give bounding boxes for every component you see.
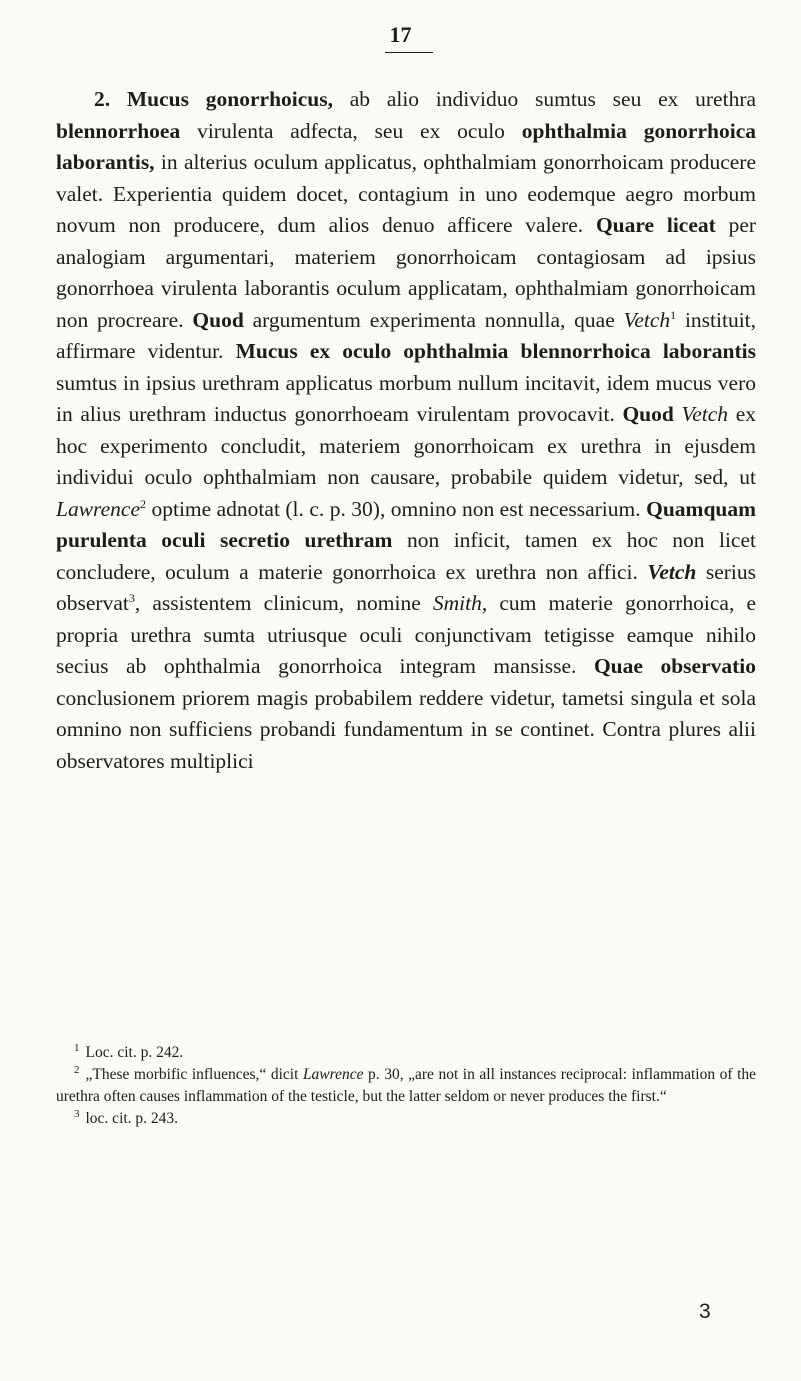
footnote-text: p. 30, „are not in all instances reciprocal: inflammation of the urethra often causes inflammation of the testicle, but the latter seldom or never produces the first.“ (56, 1066, 757, 1105)
text-segment: ab alio individuo sumtus seu ex urethra (349, 87, 757, 111)
text-segment: , assistentem clinicum, nomine (134, 591, 421, 615)
text-segment: serius observat (56, 559, 757, 615)
sheet-number: 3 (699, 1300, 711, 1323)
text-segment: ophthalmia (521, 118, 627, 143)
text-segment: optime adnotat (l. c. p. 30), omnino non est necessarium. (151, 496, 641, 521)
text-segment: conclusionem priorem magis probabilem reddere videtur, tametsi singula et sola omnino non sufficiens probandi fundamentum in se continet. Contra plures alii observatores multiplici (56, 685, 756, 773)
text-segment: Mucus ex oculo ophthalmia blennorrhoica laborantis (235, 339, 757, 363)
text-segment: Quod (192, 307, 244, 332)
text-segment: virulenta adfecta, seu ex oculo (197, 118, 505, 143)
text-segment: Quae observatio (593, 654, 756, 678)
footnote-marker: 1 (74, 1041, 80, 1054)
footnote-1 (56, 1042, 756, 1064)
text-segment: per (728, 213, 757, 237)
author-name: Smith (432, 591, 482, 615)
footnotes (56, 1042, 756, 1130)
text-segment: Mucus (126, 87, 190, 111)
footnote-ref[interactable]: 2 (140, 496, 146, 511)
author-name: Vetch (647, 559, 697, 584)
text-segment: Quare liceat (595, 213, 716, 237)
footnote-2 (56, 1064, 756, 1108)
paragraph-number: 2. (94, 87, 111, 111)
text-segment: Quamquam purulenta oculi secretio urethram (56, 496, 757, 552)
text-segment: ex hoc experimento concludit, materiem gonorrhoicam ex urethra in ejusdem individui oculo ophthalmiam non causare, probabile quidem videtur, sed, ut (56, 402, 757, 489)
text-segment: non inficit, tamen ex hoc non licet concludere, oculum a materie gonorrhoica ex urethra non affici. (56, 528, 756, 584)
footnote-text: Loc. cit. p. 242. (85, 1044, 184, 1061)
text-segment: Quod (622, 402, 674, 426)
footnote-3 (56, 1108, 756, 1130)
footnote-marker: 2 (74, 1063, 80, 1076)
footnote-marker: 3 (74, 1107, 80, 1120)
text-segment: in alterius oculum applicatus, ophthalmiam gonorrhoicam producere valet. Experientia quidem docet, contagium in uno eodemque aegro morbum novum non producere, dum alios denuo afficere valere. (56, 150, 756, 237)
footnote-ref[interactable]: 3 (128, 590, 135, 605)
author-name: Vetch (623, 307, 671, 332)
header-rule (385, 52, 433, 53)
text-segment: laborantis, (56, 150, 155, 174)
text-segment: analogiam argumentari, materiem gonorrhoicam contagiosam ad ipsius gonorrhoea virulenta laborantis oculum applicatam, ophthalmiam gonorrhoicam non procreare. (56, 244, 756, 332)
footnote-text: loc. cit. p. 243. (85, 1110, 179, 1127)
footnote-ref[interactable]: 1 (670, 307, 677, 322)
footnote-text: „These morbific influences,“ dicit (85, 1066, 299, 1083)
text-segment: argumentum experimenta nonnulla, quae (252, 307, 615, 332)
page-number: 17 (389, 22, 412, 47)
author-name: Vetch (681, 402, 729, 426)
text-segment: blennorrhoea (56, 118, 181, 143)
author-name: Lawrence (302, 1066, 364, 1083)
text-segment: , cum materie gonorrhoica, e propria urethra sumta utriusque oculi conjunctivam tetigisse eamque nihilo secius ab ophthalmia gonorrhoica integram mansisse. (56, 591, 756, 678)
text-segment: gonorrhoicus, (205, 87, 333, 111)
text-segment: gonorrhoica (643, 118, 756, 143)
main-paragraph (56, 84, 756, 777)
text-segment: sumtus in ipsius urethram applicatus morbum nullum incitavit, idem mucus vero in alius urethram inductus gonorrhoeam virulentam provocavit. (56, 370, 756, 426)
text-segment: instituit, affirmare videntur. (56, 307, 757, 363)
author-name: Lawrence (56, 496, 140, 521)
